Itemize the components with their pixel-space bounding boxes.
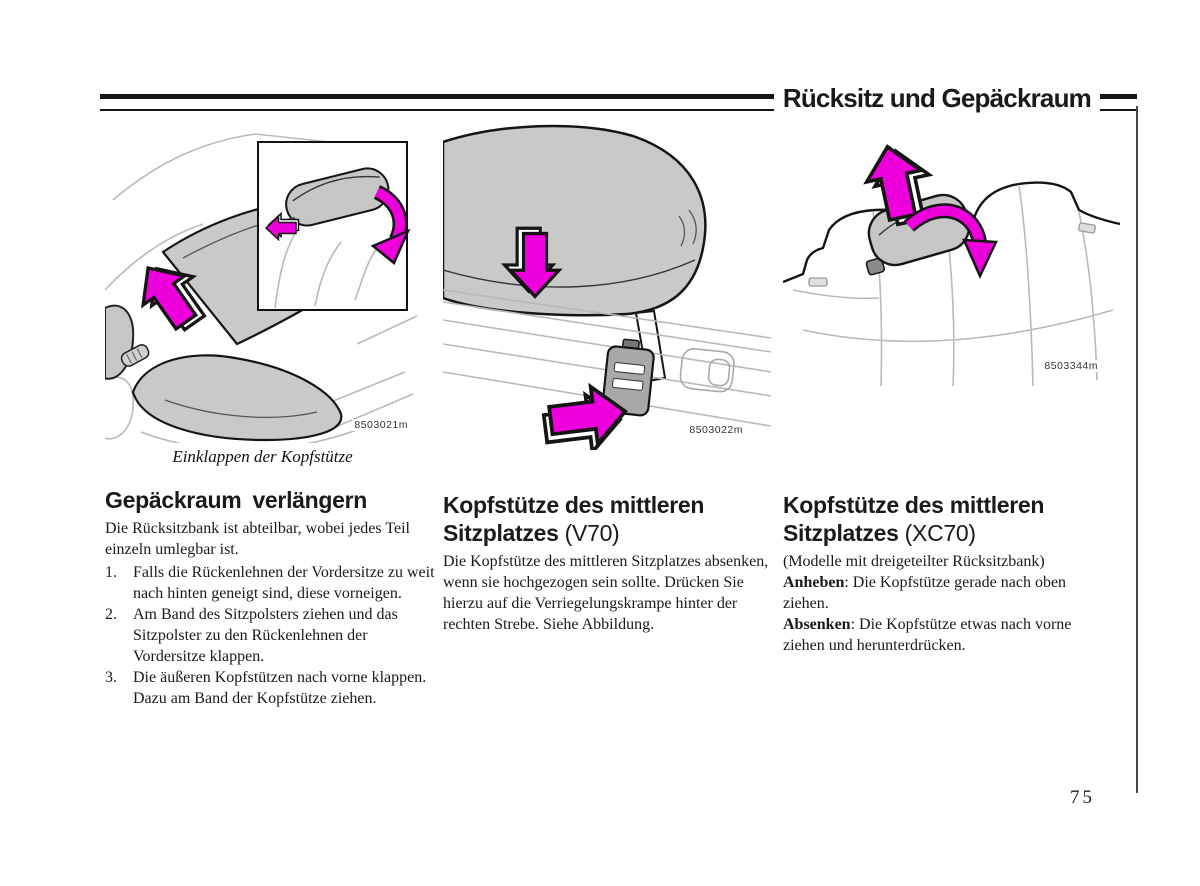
heading-model: (XC70): [904, 520, 976, 546]
step-item: [105, 604, 437, 667]
action-lower: [783, 614, 1115, 656]
model-note: (Modelle mit dreigeteilter Rücksitzbank): [783, 553, 1045, 570]
action-text: : Die Kopfstütze gerade nach oben ziehen.: [783, 574, 1067, 612]
action-text: : Die Kopfstütze etwas nach vorne ziehen und herunterdrücken.: [783, 616, 1072, 654]
section-heading: [443, 491, 753, 547]
step-text: Am Band des Sitzpolsters ziehen und das Sitzpolster zu den Rückenlehnen der Vordersitze klappen.: [133, 606, 398, 665]
step-text: Die äußeren Kopfstützen nach vorne klappen. Dazu am Band der Kopfstütze ziehen.: [133, 669, 427, 707]
figure-code: 8503021m: [354, 419, 408, 431]
step-item: [105, 562, 437, 604]
action-term: Absenken: [783, 616, 851, 633]
section-body: Die Kopfstütze des mittleren Sitzplatzes absenken, wenn sie hochgezogen sein sollte. Drücken Sie hierzu auf die Verriegelungskrampe hinter der rechten Strebe. Siehe Abbildung.: [443, 553, 769, 633]
figure-fold-rear-seat: [105, 130, 420, 443]
fold-rear-seat-illustration: [105, 130, 420, 443]
header-rule-left: [100, 94, 774, 111]
figure-middle-headrest-v70: [443, 120, 771, 450]
figure-code: 8503344m: [1044, 360, 1098, 372]
section-heading: [783, 491, 1093, 547]
step-text: Falls die Rückenlehnen der Vordersitze zu weit nach hinten geneigt sind, diese vorneigen.: [133, 564, 435, 602]
heading-main: Kopfstütze des mittleren Sitzplatzes: [783, 492, 1045, 546]
middle-headrest-v70-illustration: [443, 120, 771, 450]
wheel-arch: [105, 306, 133, 379]
headrest-inset: [258, 142, 408, 310]
section-heading: Gepäckraum verlängern: [105, 487, 368, 513]
figure-middle-headrest-xc70: [783, 130, 1120, 390]
section-headrest-v70: [443, 491, 773, 635]
heading-model: (V70): [564, 520, 620, 546]
header-rule-right: [1100, 94, 1137, 111]
figure-caption: Einklappen der Kopfstütze: [172, 447, 353, 466]
step-number: 2.: [105, 606, 117, 623]
seat-cushion: [133, 355, 341, 440]
action-term: Anheben: [783, 574, 845, 591]
page-number: 75: [1070, 787, 1095, 808]
step-number: 3.: [105, 669, 117, 686]
step-item: [105, 667, 437, 709]
step-number: 1.: [105, 564, 117, 581]
chapter-header: [100, 84, 1137, 112]
section-intro: Die Rücksitzbank ist abteilbar, wobei jedes Teil einzeln umlegbar ist.: [105, 520, 410, 558]
figure-code: 8503022m: [689, 424, 743, 436]
heading-main: Kopfstütze des mittleren Sitzplatzes: [443, 492, 705, 546]
action-raise: [783, 572, 1115, 614]
section-headrest-xc70: [783, 491, 1115, 656]
chapter-title: Rücksitz und Gepäckraum: [782, 83, 1091, 113]
page-edge-rule: [1136, 106, 1138, 793]
section-extend-cargo: [105, 486, 437, 709]
step-list: [105, 562, 437, 709]
middle-headrest-xc70-illustration: [783, 130, 1120, 390]
